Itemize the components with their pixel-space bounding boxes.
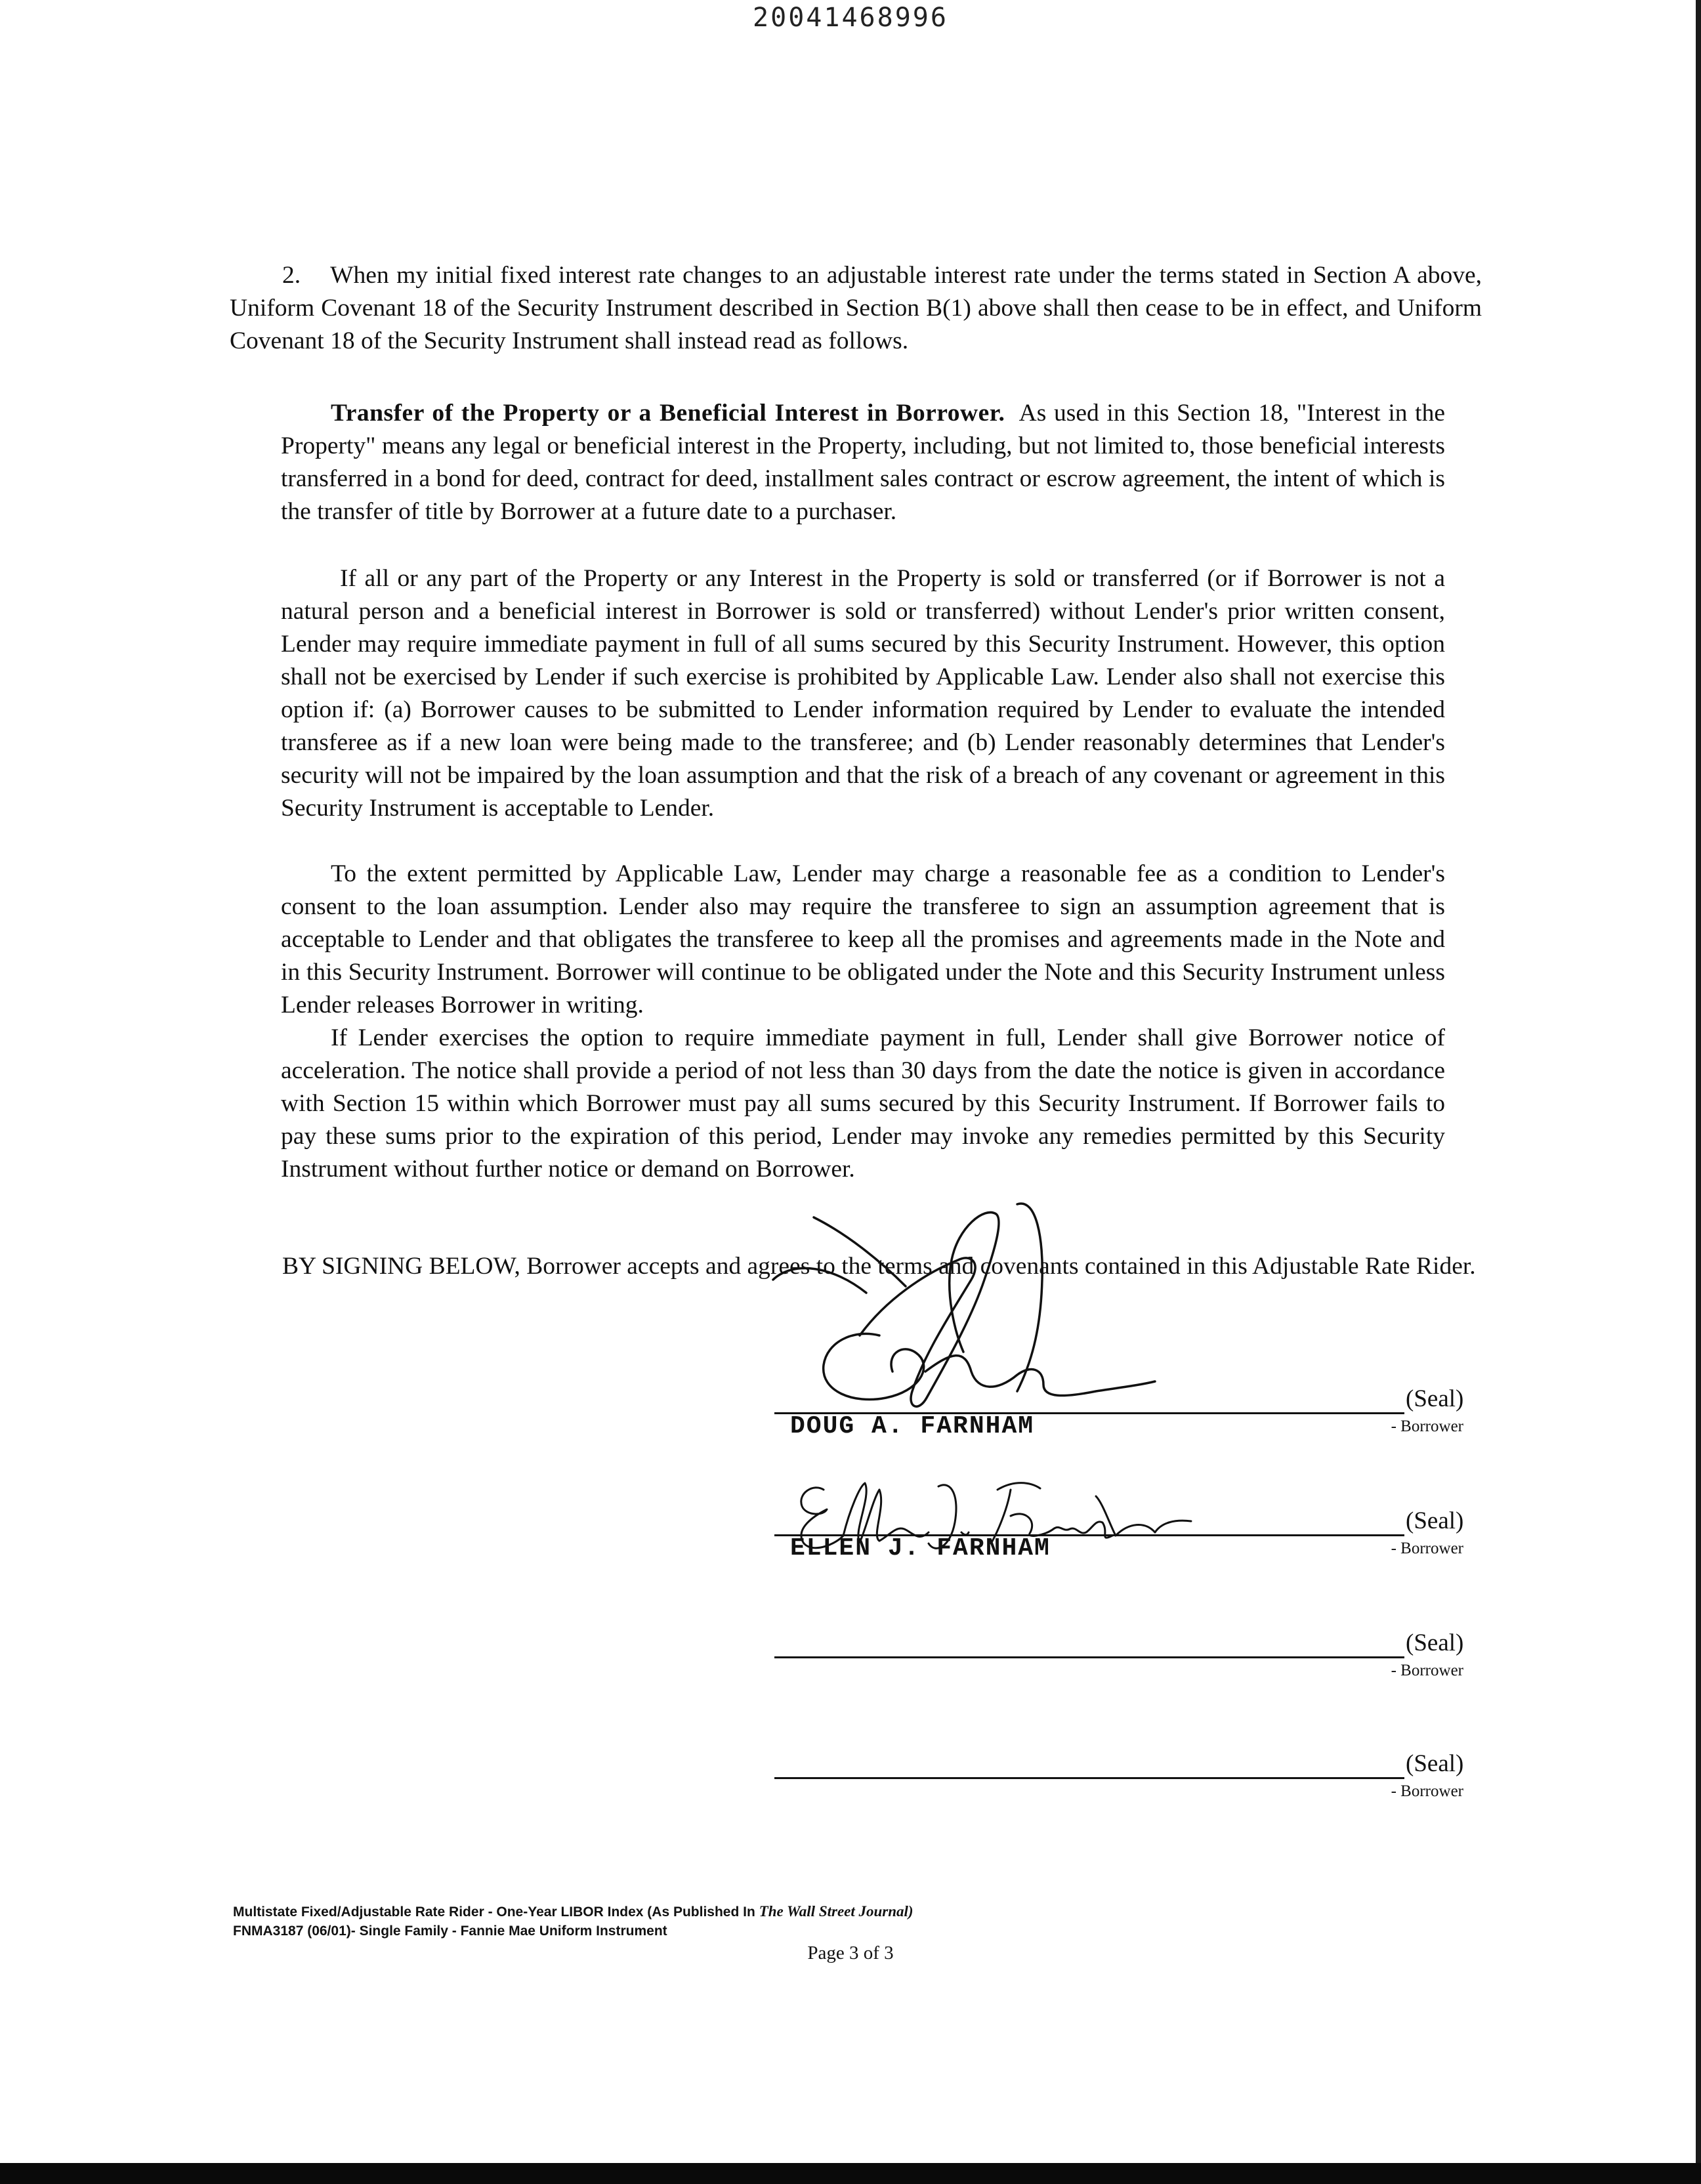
seal-label: (Seal) <box>1406 1629 1464 1656</box>
covenant-title: Transfer of the Property or a Beneficial Interest in Borrower. <box>331 400 1005 427</box>
signature-block-1 <box>774 1385 1477 1491</box>
covenant-18-p4: If Lender exercises the option to require immediate payment in full, Lender shall give Borrower notice of acceleration. The notice shall provide a period of not less than 30 days from the date the notice is given in accordance with Section 15 within which Borrower must pay all sums secured by this Security Instrument. If Borrower fails to pay these sums prior to the expiration of this period, Lender may invoke any remedies permitted by this Security Instrument without further notice or demand on Borrower. <box>281 1024 1445 1183</box>
signature-line <box>774 1777 1404 1779</box>
form-title: Multistate Fixed/Adjustable Rate Rider - One-Year LIBOR Index (As Published In <box>233 1904 755 1920</box>
handwritten-signature-doug <box>755 1201 1162 1437</box>
seal-label: (Seal) <box>1406 1750 1464 1777</box>
role-label: - Borrower <box>1391 1418 1463 1435</box>
record-number: 20041468996 <box>753 3 948 33</box>
covenant-18-intro <box>281 397 1445 528</box>
paragraph-2-text: When my initial fixed interest rate changes to an adjustable interest rate under the terms stated in Section A above, Uniform Covenant 18 of the Security Instrument described in Section B(1) above shall then cease to be in effect, and Uniform Covenant 18 of the Security Instrument shall instead read as follows. <box>230 262 1482 354</box>
page-number: Page 3 of 3 <box>807 1942 894 1964</box>
form-number: FNMA3187 (06/01)- Single Family - Fannie Mae Uniform Instrument <box>233 1923 667 1939</box>
signature-block-4 <box>774 1750 1477 1856</box>
signer-name: ELLEN J. FARNHAM <box>790 1534 1051 1563</box>
signer-name: DOUG A. FARNHAM <box>790 1412 1035 1440</box>
paragraph-number: 2. <box>282 262 301 289</box>
signature-block-2 <box>774 1507 1477 1613</box>
role-label: - Borrower <box>1391 1662 1463 1679</box>
scan-edge <box>1696 0 1701 2184</box>
covenant-18-p3: To the extent permitted by Applicable Law, Lender may charge a reasonable fee as a condition to Lender's consent to the loan assumption. Lender also may require the transferee to sign an assumption agreement that is acceptable to Lender and that obligates the transferee to keep all the promises and agreements made in the Note and in this Security Instrument. Borrower will continue to be obligated under the Note and this Security Instrument unless Lender releases Borrower in writing. <box>281 860 1445 1018</box>
covenant-p1-text: As used in this Section 18, "Interest in the Property" means any legal or beneficial interest in the Property, including, but not limited to, those beneficial interests transferred in a bond for deed, contract for deed, installment sales contract or escrow agreement, the intent of which is the transfer of title by Borrower at a future date to a purchaser. <box>281 400 1445 525</box>
seal-label: (Seal) <box>1406 1507 1464 1534</box>
signature-block-3 <box>774 1629 1477 1735</box>
signature-line <box>774 1656 1404 1658</box>
form-title-line <box>233 1902 1152 1922</box>
role-label: - Borrower <box>1391 1782 1463 1800</box>
covenant-18-p2: If all or any part of the Property or any Interest in the Property is sold or transferred (or if Borrower is not a natural person and a beneficial interest in Borrower is sold or transferred) without Lender's prior written consent, Lender may require immediate payment in full of all sums secured by this Security Instrument. However, this option shall not be exercised by Lender if such exercise is prohibited by Applicable Law. Lender also shall not exercise this option if: (a) Borrower causes to be submitted to Lender information required by Lender to evaluate the intended transferee as if a new loan were being made to the transferee; and (b) Lender reasonably determines that Lender's security will not be impaired by the loan assumption and that the risk of a breach of any covenant or agreement in this Security Instrument is acceptable to Lender. <box>281 565 1445 822</box>
signing-statement: BY SIGNING BELOW, Borrower accepts and agrees to the terms and covenants contained in this Adjustable Rate Rider. <box>282 1253 1476 1280</box>
paragraph-2 <box>230 259 1482 358</box>
form-footer <box>233 1902 1152 1941</box>
seal-label: (Seal) <box>1406 1385 1464 1412</box>
scan-bottom-border <box>0 2163 1701 2184</box>
form-title-italic: The Wall Street Journal) <box>759 1903 914 1920</box>
role-label: - Borrower <box>1391 1540 1463 1557</box>
